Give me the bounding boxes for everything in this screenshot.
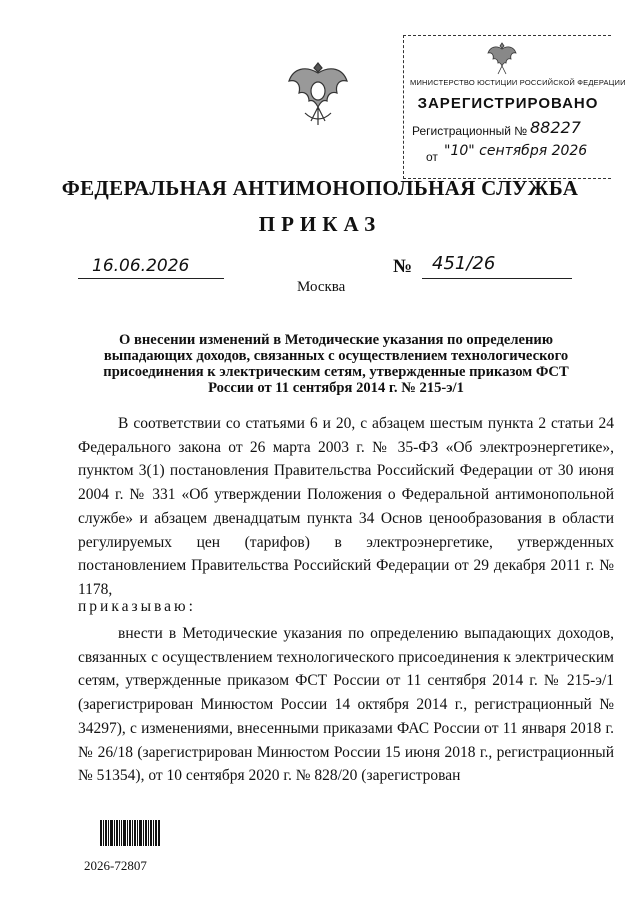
- stamp-ministry-name: МИНИСТЕРСТВО ЮСТИЦИИ РОССИЙСКОЙ ФЕДЕРАЦИИ: [410, 78, 626, 87]
- document-type-heading: ПРИКАЗ: [258, 212, 382, 236]
- city-name: Москва: [297, 279, 346, 295]
- barcode: [100, 820, 160, 846]
- order-number-value: 451/26: [432, 253, 496, 274]
- orders-word: приказываю:: [78, 598, 196, 615]
- paragraph-preamble: В соответствии со статьями 6 и 20, с абзацем шестым пункта 2 статьи 24 Федерального закона от 26 марта 2003 г. № 35-ФЗ «Об электроэнергетике», пунктом 3(1) постановления Правительства Российский Федерации от 30 июня 2004 г. № 331 «Об утверждении Положения о Федеральной антимонопольной службе» и абзацем двенадцатым пункта 34 Основ ценообразования в области регулируемых цен (тарифов) в электроэнергетике, утвержденных постановлением Правительства Российский Федерации от 29 декабря 2011 г. № 1178,: [78, 415, 614, 598]
- document-id: 2026-72807: [84, 858, 147, 873]
- stamp-regnum-value: 88227: [530, 118, 581, 137]
- stamp-regnum-label: Регистрационный №: [412, 124, 528, 138]
- stamp-registered-label: ЗАРЕГИСТРИРОВАНО: [417, 95, 599, 112]
- date-underline: [78, 278, 224, 279]
- stamp-coat-of-arms-icon: [485, 40, 519, 78]
- coat-of-arms-icon: [283, 55, 353, 133]
- stamp-date-label: от: [426, 150, 438, 164]
- agency-name: ФЕДЕРАЛЬНАЯ АНТИМОНОПОЛЬНАЯ СЛУЖБА: [61, 176, 579, 200]
- number-underline: [422, 278, 572, 279]
- order-date: 16.06.2026: [92, 256, 190, 276]
- paragraph-order-text: внести в Методические указания по определению выпадающих доходов, связанных с осуществлением технологического присоединения к электрическим сетям, утвержденные приказом ФСТ России от 11 сентября 2014 г. № 215-э/1 (зарегистрирован Минюстом России 14 октября 2014 г., регистрационный № 34297), с изменениями, внесенными приказами ФАС России от 11 января 2018 г. № 26/18 (зарегистрирован Минюстом России 15 июня 2018 г., регистрационный № 51354), от 10 сентября 2020 г. № 828/20 (зарегистрован: [78, 625, 614, 785]
- stamp-date-value: "10" сентября 2026: [444, 143, 588, 159]
- order-number-label: №: [393, 256, 413, 277]
- document-title: О внесении изменений в Методические указания по определению выпадающих доходов, связанных с осуществлением технологического присоединения к электрическим сетям, утвержденные приказом ФСТ России от 11 сентября 2014 г. № 215-э/1: [103, 332, 569, 396]
